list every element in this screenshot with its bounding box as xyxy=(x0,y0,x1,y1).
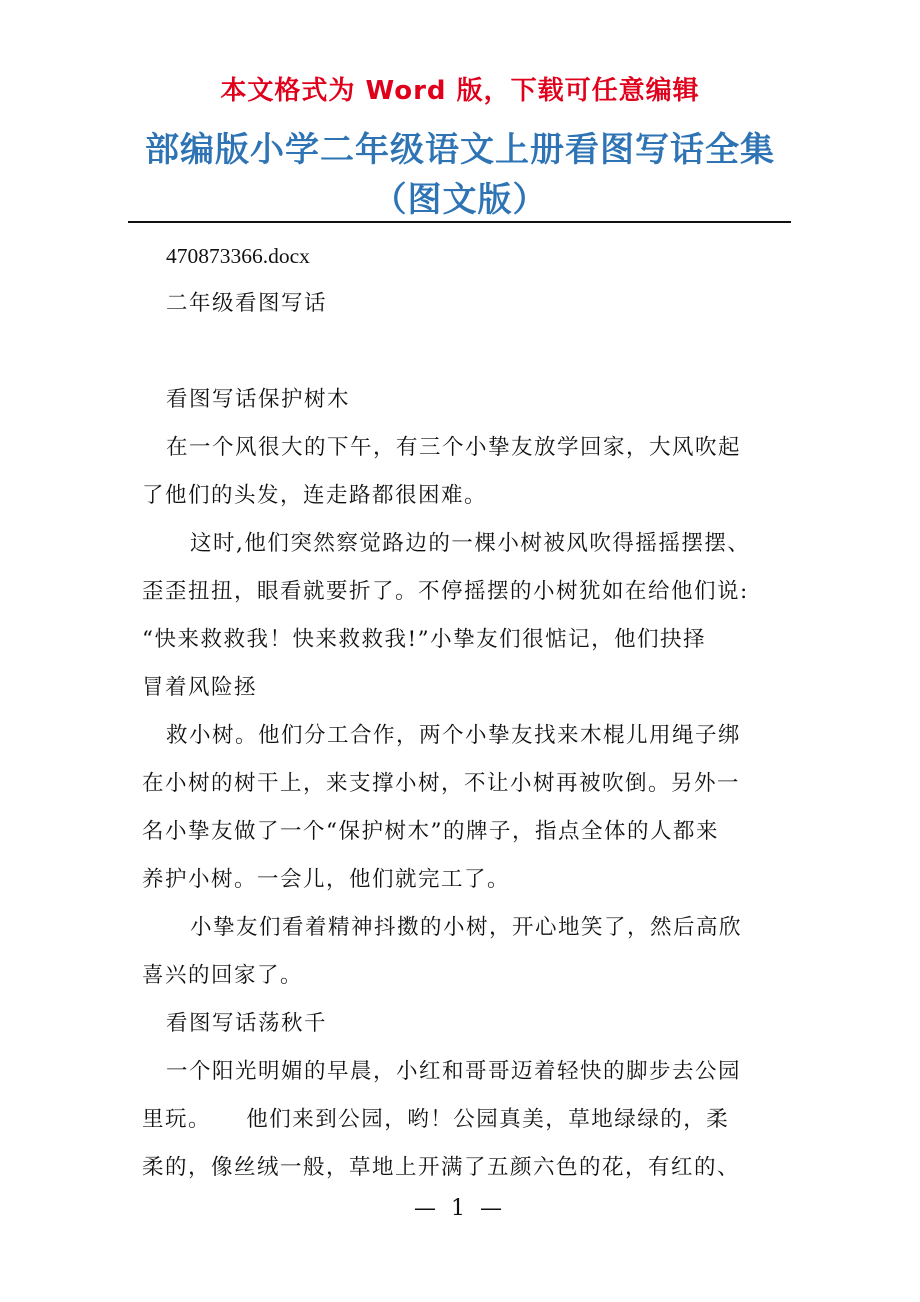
paragraph-line: 柔的，像丝绒一般，草地上开满了五颜六色的花，有红的、 xyxy=(142,1155,741,1180)
format-banner: 本文格式为 Word 版，下载可任意编辑 xyxy=(220,76,700,106)
document-subtitle: （图文版） xyxy=(372,180,548,220)
paragraph-line: 救小树。他们分工合作，两个小挚友找来木棍儿用绳子绑 xyxy=(166,723,742,748)
paragraph-line: 在小树的树干上，来支撑小树，不让小树再被吹倒。另外一 xyxy=(142,771,741,796)
document-body xyxy=(142,232,782,1192)
paragraph-line: 在一个风很大的下午，有三个小挚友放学回家，大风吹起 xyxy=(166,435,742,460)
paragraph-line: 名小挚友做了一个“保护树木”的牌子，指点全体的人都来 xyxy=(142,819,719,844)
story-heading: 看图写话保护树木 xyxy=(166,387,351,412)
page-number: — 1 — xyxy=(414,1196,506,1221)
paragraph-line: “快来救救我！快来救救我!”小挚友们很惦记，他们抉择 xyxy=(142,627,707,652)
paragraph-line: 里玩。 他们来到公园，哟！公园真美，草地绿绿的，柔 xyxy=(142,1107,730,1132)
paragraph-line: 歪歪扭扭，眼看就要折了。不停摇摆的小树犹如在给他们说: xyxy=(142,579,749,604)
paragraph-line: 这时,他们突然察觉路边的一棵小树被风吹得摇摇摆摆、 xyxy=(190,531,751,556)
document-title: 部编版小学二年级语文上册看图写话全集 xyxy=(145,130,775,170)
story-heading: 看图写话荡秋千 xyxy=(166,1011,328,1036)
paragraph-line: 了他们的头发，连走路都很困难。 xyxy=(142,483,488,508)
title-divider xyxy=(128,221,791,223)
paragraph-line: 小挚友们看着精神抖擞的小树，开心地笑了，然后高欣 xyxy=(190,915,743,940)
paragraph-line: 养护小树。一会儿，他们就完工了。 xyxy=(142,867,511,892)
section-heading: 二年级看图写话 xyxy=(166,291,328,316)
paragraph-line: 冒着风险拯 xyxy=(142,675,258,700)
filename-line: 470873366.docx xyxy=(166,244,310,268)
paragraph-line: 一个阳光明媚的早晨，小红和哥哥迈着轻快的脚步去公园 xyxy=(166,1059,742,1084)
paragraph-line: 喜兴的回家了。 xyxy=(142,963,304,988)
blank-line xyxy=(142,328,782,376)
